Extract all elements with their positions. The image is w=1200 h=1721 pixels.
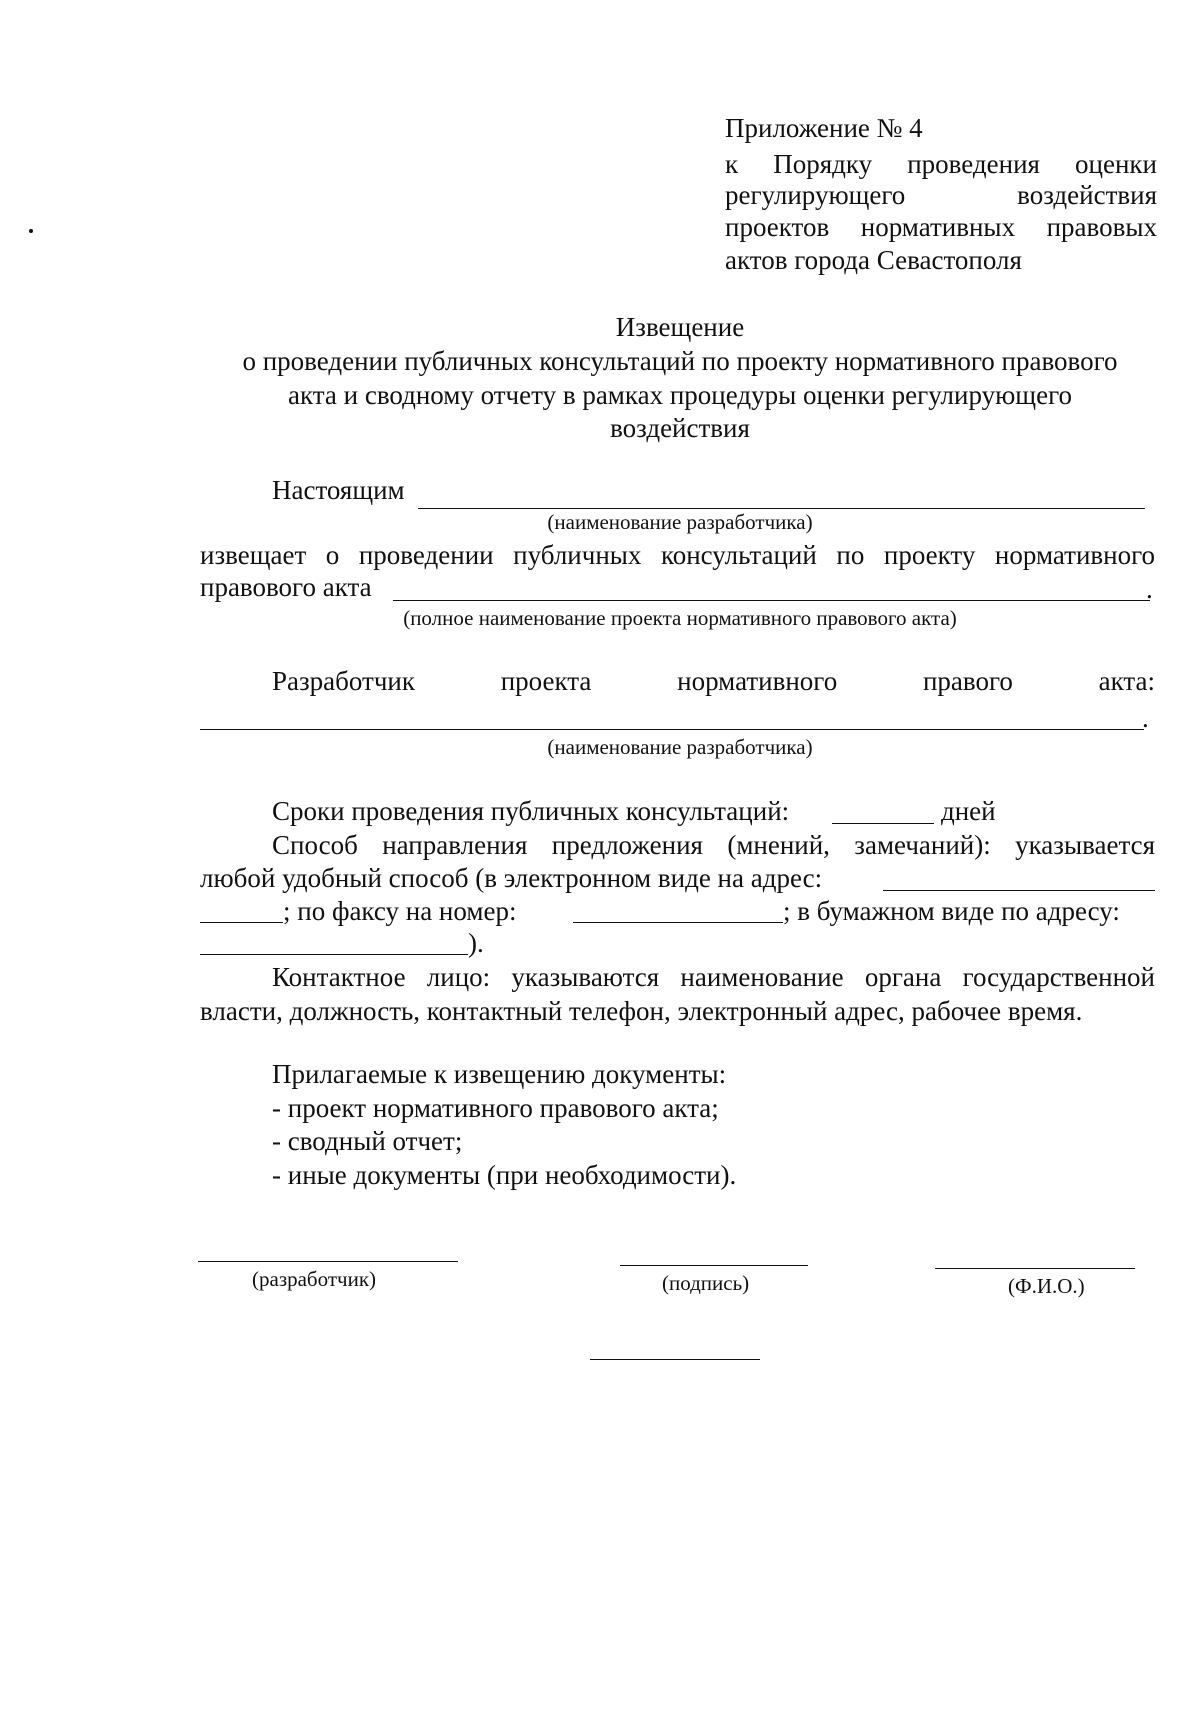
terms-days-suffix: дней [941, 796, 996, 826]
fio-line[interactable] [935, 1268, 1135, 1269]
nastoyashchim-label: Настоящим [272, 475, 405, 505]
notice-subtitle-2: акта и сводному отчету в рамках процедуры оценки регулирующего [288, 380, 1072, 410]
developer-label: Разработчик проекта нормативного правого акта: [272, 666, 1155, 696]
signature-line[interactable] [620, 1265, 808, 1266]
notice-subtitle-1: о проведении публичных консультаций по проекту нормативного правового [242, 346, 1118, 376]
act-name-blank[interactable] [393, 600, 1150, 601]
appendix-line-3: проектов нормативных правовых [725, 212, 1157, 242]
notify-line-2: правового акта [200, 572, 372, 602]
developer-caption: (наименование разработчика) [547, 510, 813, 534]
signature-caption: (подпись) [662, 1271, 750, 1295]
contact-line-2: власти, должность, контактный телефон, электронный адрес, рабочее время. [200, 996, 1083, 1026]
appendix-line-4: актов города Севастополя [725, 245, 1022, 275]
closing-rule [590, 1359, 760, 1360]
appendix-line-1: к Порядку проведения оценки [725, 149, 1157, 179]
notice-title: Извещение [615, 312, 745, 342]
attachment-item: - иные документы (при необходимости). [272, 1160, 737, 1190]
fio-caption: (Ф.И.О.) [1008, 1274, 1085, 1298]
developer-period: . [1142, 703, 1149, 733]
terms-label: Сроки проведения публичных консультаций: [272, 796, 790, 826]
developer-name-blank[interactable] [418, 508, 1145, 509]
appendix-number: Приложение № 4 [725, 113, 923, 143]
method-paper-label: ; в бумажном виде по адресу: [783, 896, 1120, 926]
method-fax-label: ; по факсу на номер: [283, 896, 517, 926]
attachment-item: - сводный отчет; [272, 1126, 463, 1156]
paper-address-blank[interactable] [200, 954, 468, 955]
terms-days-blank[interactable] [832, 823, 934, 824]
notice-subtitle-3: воздействия [610, 413, 750, 443]
appendix-line-2: регулирующего воздействия [725, 180, 1157, 210]
email-blank-cont[interactable] [200, 922, 283, 923]
attachments-title: Прилагаемые к извещению документы: [272, 1059, 727, 1089]
scan-speck [29, 229, 33, 233]
developer-blank[interactable] [200, 729, 1144, 730]
developer-signature-caption: (разработчик) [252, 1267, 377, 1291]
method-line-2: любой удобный способ (в электронном виде на адрес: [200, 863, 823, 893]
act-name-caption: (полное наименование проекта нормативного правового акта) [403, 606, 957, 630]
attachment-item: - проект нормативного правового акта; [272, 1093, 719, 1123]
email-blank[interactable] [883, 890, 1155, 891]
method-close: ). [468, 928, 484, 958]
developer-signature-line[interactable] [198, 1261, 458, 1262]
fax-blank[interactable] [573, 922, 783, 923]
method-line-1: Способ направления предложения (мнений, замечаний): указывается [272, 830, 1155, 860]
act-name-period: . [1146, 574, 1153, 604]
notify-line-1: извещает о проведении публичных консультаций по проекту нормативного [200, 540, 1155, 570]
contact-line-1: Контактное лицо: указываются наименование органа государственной [272, 962, 1155, 992]
developer-caption-2: (наименование разработчика) [547, 735, 813, 759]
